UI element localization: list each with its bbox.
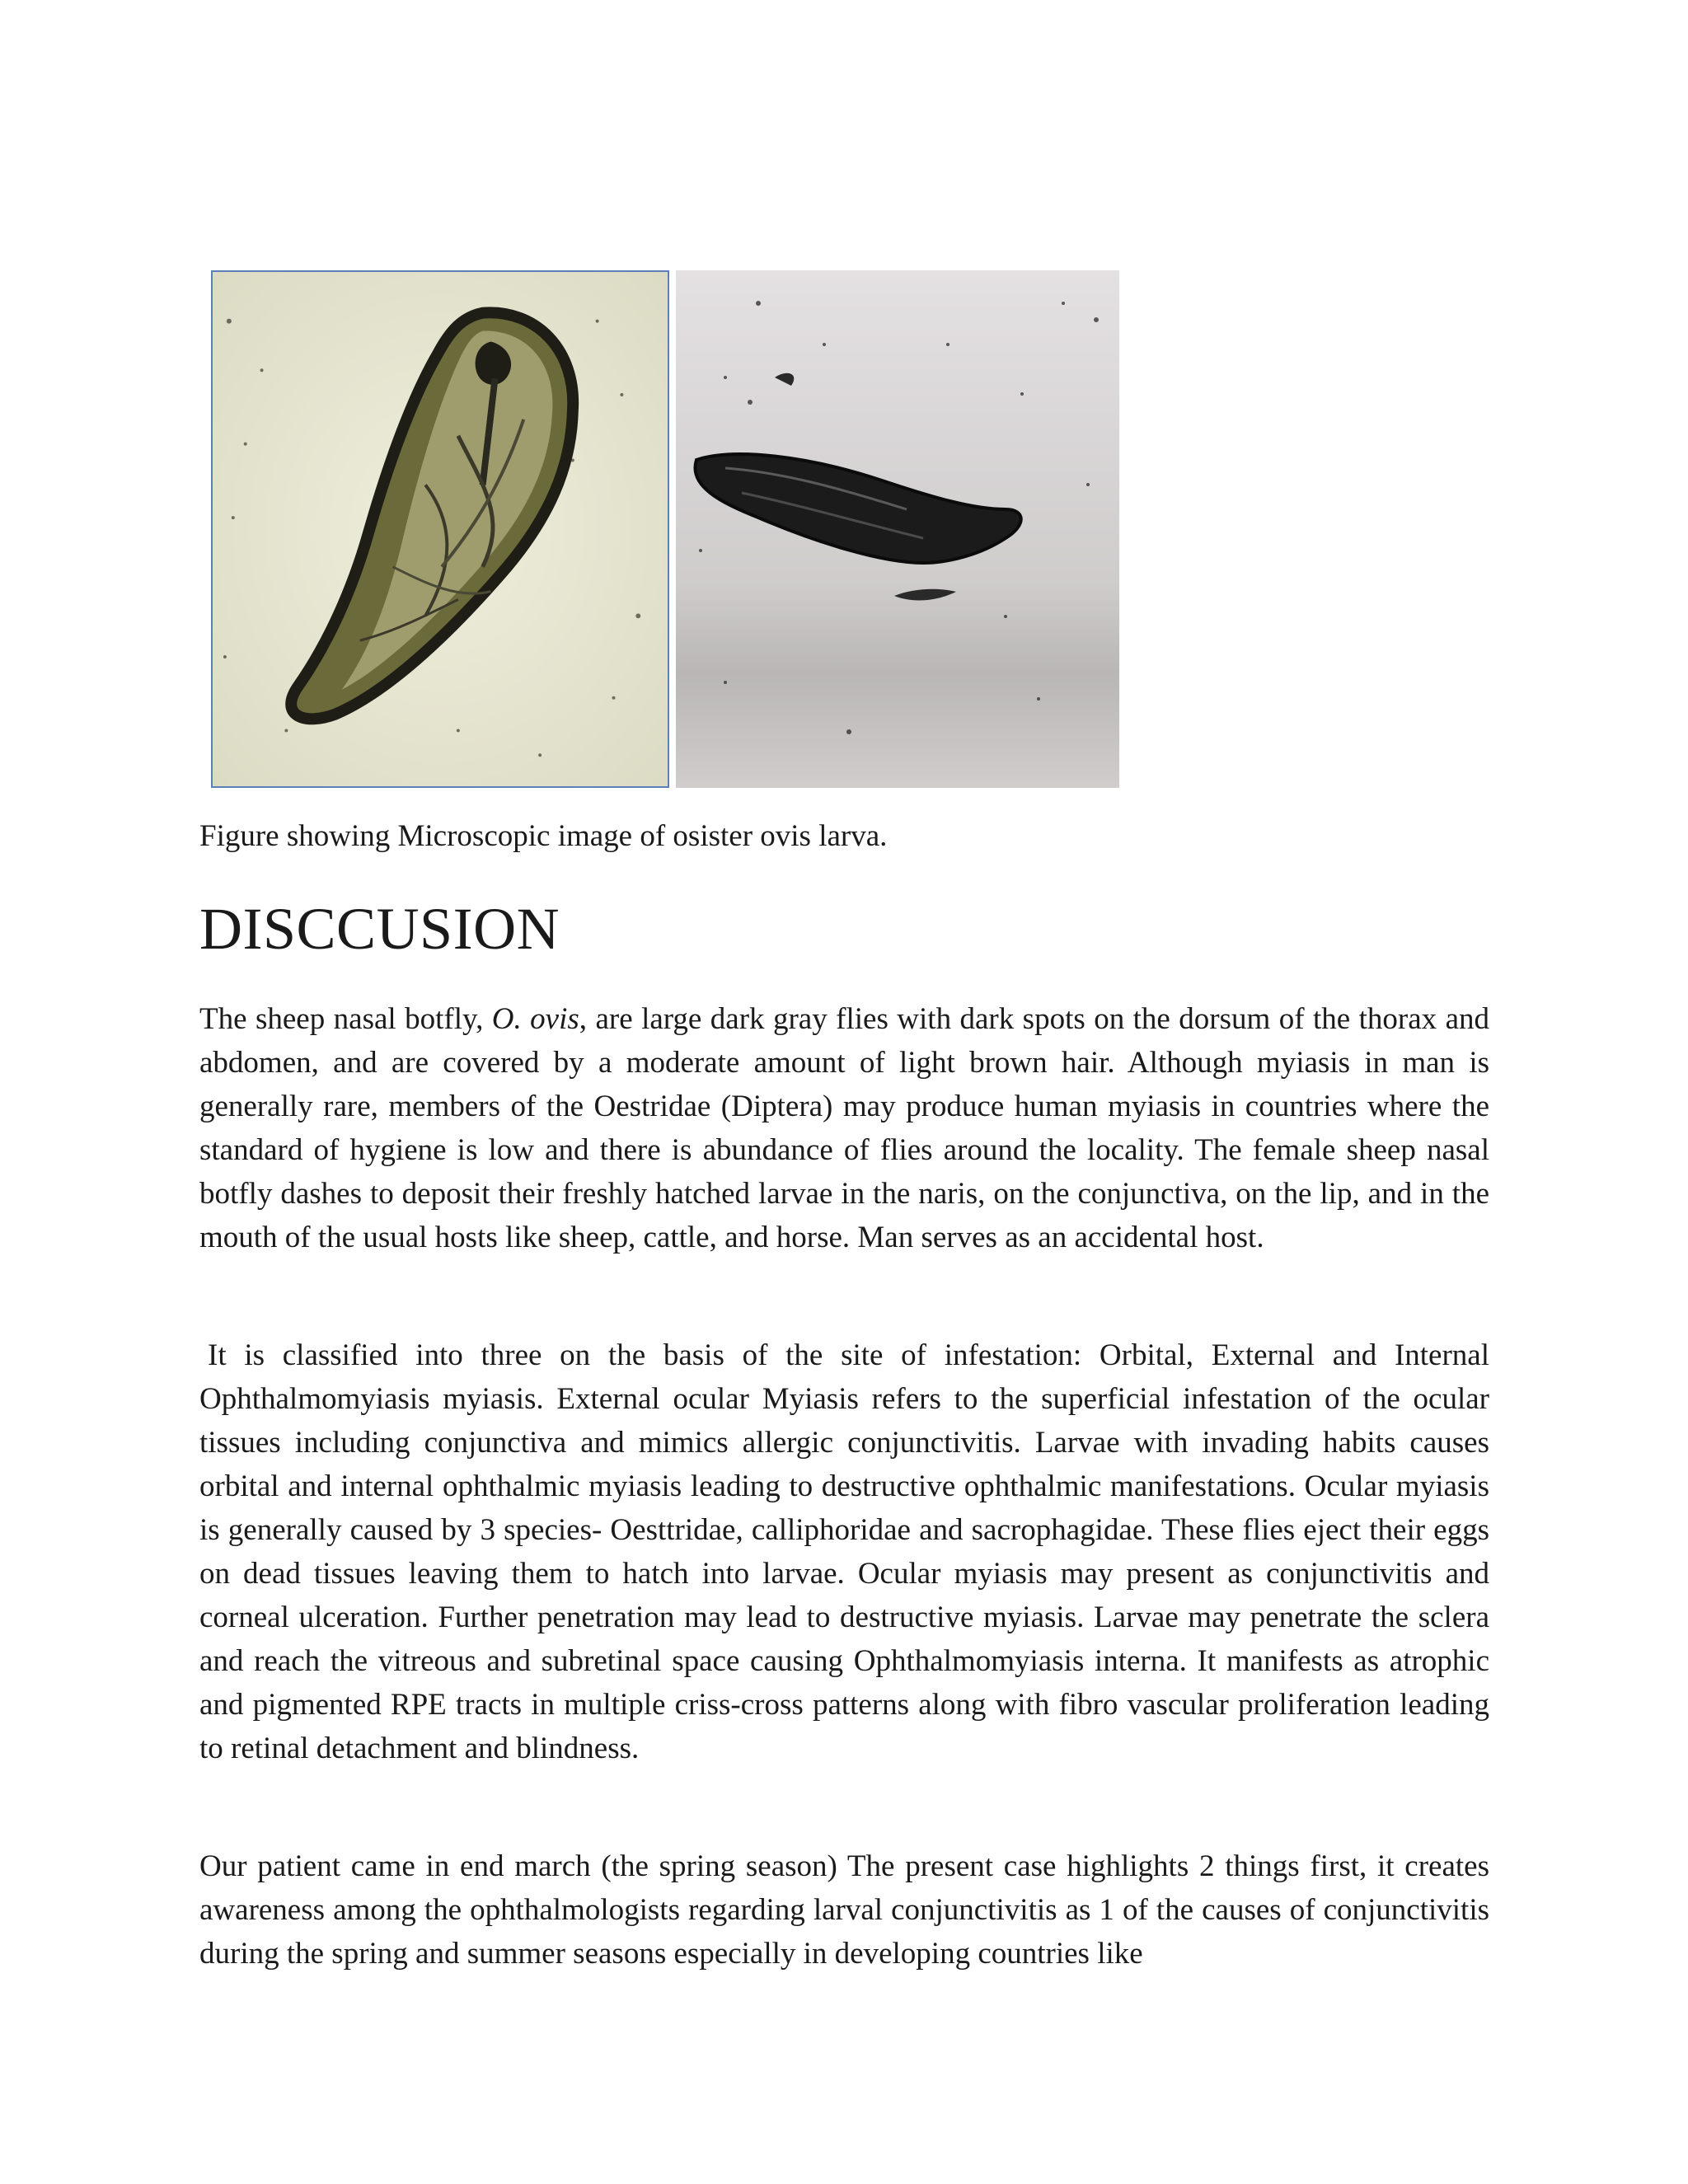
figure [211,270,1118,790]
microscopic-larva-image-2 [676,270,1119,788]
paragraph-2: It is classified into three on the basis of the site of infestation: Orbital, External and Internal Ophthalmomyiasis myiasis. External ocular Myiasis refers to the superficial infestation of the ocular tissues including conjunctiva and mimics allergic conjunctivitis. Larvae with invading habits causes orbital and internal ophthalmic myiasis leading to destructive ophthalmic manifestations. Ocular myiasis is generally caused by 3 species- Oesttridae, calliphoridae and sacrophagidae. These flies eject their eggs on dead tissues leaving them to hatch into larvae. Ocular myiasis may present as conjunctivitis and corneal ulceration. Further penetration may lead to destructive myiasis. Larvae may penetrate the sclera and reach the vitreous and subretinal space causing Ophthalmomyiasis interna. It manifests as atrophic and pigmented RPE tracts in multiple criss-cross patterns along with fibro vascular proliferation leading to retinal detachment and blindness. [199,1338,1489,1765]
paragraph-1-text-a: The sheep nasal botfly, [199,1002,492,1036]
paragraph-3: Our patient came in end march (the spring season) The present case highlights 2 things first, it creates awareness among the ophthalmologists regarding larval conjunctivitis as 1 of the causes of conjunctivitis during the spring and summer seasons especially in developing countries like [199,1849,1489,1971]
paragraph-1 [199,997,1489,1259]
larva-micrograph-icon [213,272,668,786]
larva-micrograph-icon [676,270,1119,788]
microscopic-larva-image-1 [211,270,669,788]
species-name-italic: O. ovis [491,1002,579,1036]
paragraph-1-text-b: , are large dark gray flies with dark spots on the dorsum of the thorax and abdomen, and are covered by a moderate amount of light brown hair. Although myiasis in man is generally rare, members of the Oestridae (Diptera) may produce human myiasis in countries where the standard of hygiene is low and there is abundance of flies around the locality. The female sheep nasal botfly dashes to deposit their freshly hatched larvae in the naris, on the conjunctiva, on the lip, and in the mouth of the usual hosts like sheep, cattle, and horse. Man serves as an accidental host. [199,1002,1489,1254]
figure-caption: Figure showing Microscopic image of osister ovis larva. [199,819,888,853]
section-heading: DISCCUSION [199,896,560,962]
